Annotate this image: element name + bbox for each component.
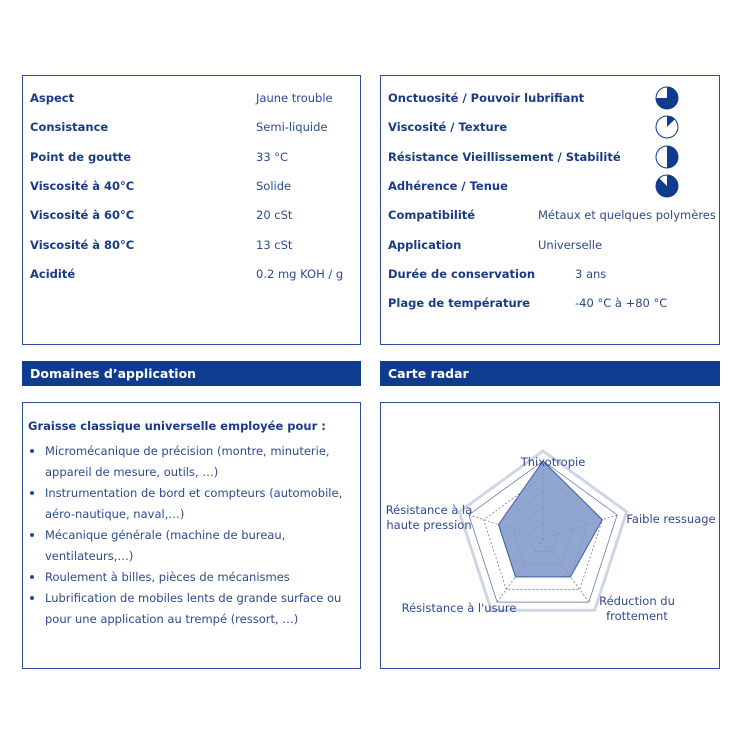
property-value: 13 cSt <box>256 237 293 252</box>
rating-label: Adhérence / Tenue <box>388 178 508 193</box>
property-value: Jaune trouble <box>256 91 333 105</box>
characteristic-label: Compatibilité <box>388 208 476 223</box>
domaines-header-label: Domaines d’application <box>30 366 197 381</box>
property-value: 33 °C <box>256 149 289 164</box>
domaine-item: Mécanique générale (machine de bureau, ventilateurs,…) <box>29 525 359 567</box>
properties-panel <box>22 75 361 345</box>
characteristic-label: Application <box>388 237 462 252</box>
radar-axis-label: Faible ressuage <box>626 512 716 526</box>
property-label: Viscosité à 80°C <box>30 237 135 252</box>
domaines-title: Graisse classique universelle employée pour : <box>28 419 326 433</box>
property-label: Consistance <box>30 120 109 135</box>
domaines-list <box>29 441 359 630</box>
radar-axis-label: Résistance à la haute pression <box>385 503 473 532</box>
property-label: Viscosité à 60°C <box>30 208 135 223</box>
property-label: Acidité <box>30 266 76 281</box>
property-value: Semi-liquide <box>256 120 328 135</box>
characteristic-value: Universelle <box>538 237 603 252</box>
radar-axis-label: Thixotropie <box>520 455 586 469</box>
radar-panel <box>380 402 720 669</box>
radar-chart <box>381 403 719 668</box>
characteristic-label: Plage de température <box>388 296 531 311</box>
property-label: Viscosité à 40°C <box>30 178 135 193</box>
rating-pie-icon <box>654 144 680 170</box>
property-label: Point de goutte <box>30 149 132 164</box>
domaine-item: Lubrification de mobiles lents de grande surface ou pour une application au trempé (ressort, …) <box>29 588 359 630</box>
rating-label: Onctuosité / Pouvoir lubrifiant <box>388 91 585 105</box>
domaine-item: Instrumentation de bord et compteurs (automobile, aéro-nautique, naval,…) <box>29 483 359 525</box>
rating-label: Viscosité / Texture <box>388 120 508 135</box>
property-value: Solide <box>256 178 292 193</box>
property-value: 0.2 mg KOH / g <box>256 266 344 281</box>
rating-pie-icon <box>654 114 680 140</box>
domaine-item: Micromécanique de précision (montre, minuterie, appareil de mesure, outils, …) <box>29 441 359 483</box>
property-value: 20 cSt <box>256 208 293 223</box>
characteristic-value: -40 °C à +80 °C <box>575 296 668 311</box>
characteristic-value: 3 ans <box>575 266 607 281</box>
characteristic-label: Durée de conservation <box>388 266 536 281</box>
radar-axis-label: Résistance à l'usure <box>401 601 517 615</box>
radar-series-area <box>498 461 602 577</box>
domaines-panel <box>22 402 361 669</box>
radar-header <box>380 361 720 386</box>
domaines-header <box>22 361 361 386</box>
radar-axis-label: Réduction du frottement <box>599 594 675 623</box>
radar-header-label: Carte radar <box>388 366 469 381</box>
characteristic-value: Métaux et quelques polymères <box>538 208 716 223</box>
rating-label: Résistance Vieillissement / Stabilité <box>388 149 621 164</box>
domaine-item: Roulement à billes, pièces de mécanismes <box>29 567 359 588</box>
rating-pie-icon <box>654 85 680 111</box>
characteristics-panel <box>380 75 720 345</box>
property-label: Aspect <box>30 91 75 105</box>
rating-pie-icon <box>654 173 680 199</box>
